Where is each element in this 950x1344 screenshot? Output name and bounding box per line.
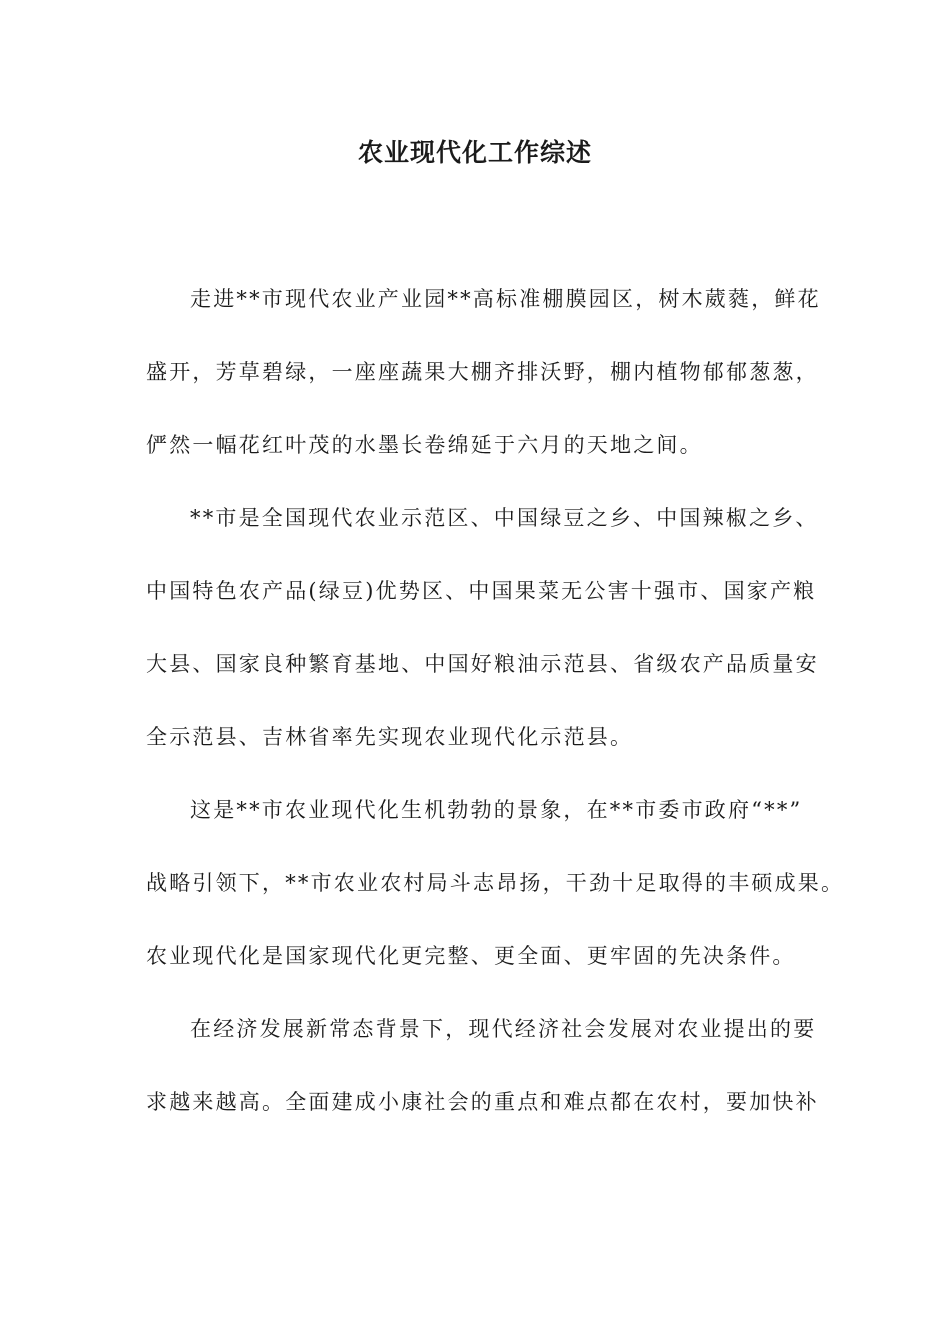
paragraph-line: 俨然一幅花红叶茂的水墨长卷绵延于六月的天地之间。: [146, 433, 703, 457]
paragraph-line: 这是**市农业现代化生机勃勃的景象，在**市委市政府“**”: [190, 798, 803, 822]
paragraph-line: 农业现代化是国家现代化更完整、更全面、更牢固的先决条件。: [146, 944, 796, 968]
document-title: 农业现代化工作综述: [357, 138, 592, 167]
paragraph-line: **市是全国现代农业示范区、中国绿豆之乡、中国辣椒之乡、: [190, 506, 819, 530]
paragraph-line: 求越来越高。全面建成小康社会的重点和难点都在农村，要加快补: [146, 1090, 819, 1114]
paragraph-line: 中国特色农产品(绿豆)优势区、中国果菜无公害十强市、国家产粮: [146, 579, 817, 603]
paragraph-3: [146, 774, 845, 993]
paragraph-1: [146, 263, 821, 482]
paragraph-line: 在经济发展新常态背景下，现代经济社会发展对农业提出的要: [190, 1017, 817, 1041]
paragraph-line: 战略引领下，**市农业农村局斗志昂扬，干劲十足取得的丰硕成果。: [146, 871, 845, 895]
paragraph-line: 盛开，芳草碧绿，一座座蔬果大棚齐排沃野，棚内植物郁郁葱葱，: [146, 360, 819, 384]
document-body: [146, 263, 845, 1139]
paragraph-line: 走进**市现代农业产业园**高标准棚膜园区，树木葳蕤，鲜花: [190, 287, 821, 311]
paragraph-line: 全示范县、吉林省率先实现农业现代化示范县。: [146, 725, 634, 749]
paragraph-2: [146, 482, 819, 774]
paragraph-line: 大县、国家良种繁育基地、中国好粮油示范县、省级农产品质量安: [146, 652, 819, 676]
paragraph-4: [146, 993, 819, 1139]
